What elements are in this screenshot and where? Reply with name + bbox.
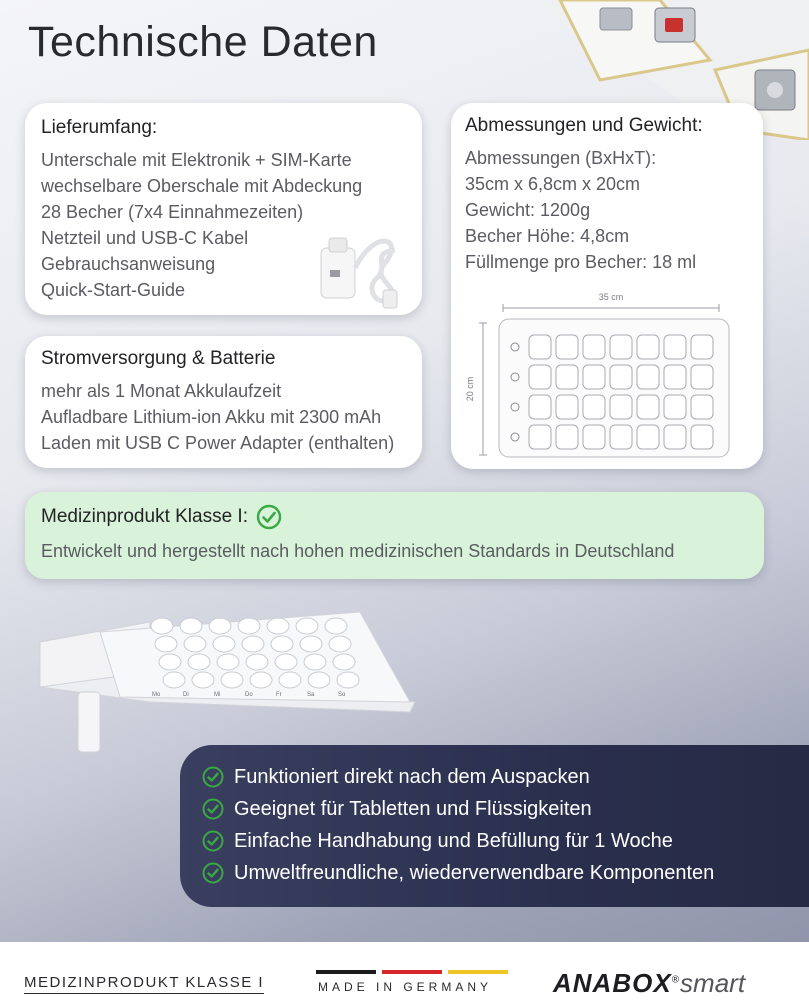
flag-stripe-gold: [448, 970, 508, 974]
cup-slot: [637, 395, 659, 419]
pill-cup: [238, 618, 260, 634]
pill-cup: [213, 636, 235, 652]
cup-grid-diagram: [511, 335, 713, 449]
logo-main: ANABOX: [553, 968, 672, 998]
cup-slot: [529, 335, 551, 359]
medical-device-heading-row: [41, 504, 748, 530]
pill-cup: [325, 618, 347, 634]
benefit-text: Umweltfreundliche, wiederverwendbare Komponenten: [234, 861, 715, 884]
footer: [0, 942, 809, 1000]
pill-cup: [159, 654, 181, 670]
benefit-item: [202, 825, 787, 857]
charger-cable-image: [315, 218, 411, 314]
medical-device-heading: Medizinprodukt Klasse I:: [41, 506, 248, 527]
check-circle-icon: [202, 862, 224, 884]
pill-cup: [217, 654, 239, 670]
delivery-scope-heading: Lieferumfang:: [41, 117, 158, 138]
cup-slot: [529, 365, 551, 389]
dimensions-heading: Abmessungen und Gewicht:: [465, 115, 703, 136]
cup-slot: [556, 335, 578, 359]
cup-slot: [556, 395, 578, 419]
weekday-label: Di: [183, 692, 189, 698]
delivery-scope-item: Netzteil und USB-C Kabel: [41, 228, 249, 248]
power-battery-item: Laden mit USB C Power Adapter (enthalten): [41, 433, 395, 453]
pill-cup: [275, 654, 297, 670]
pill-cup: [304, 654, 326, 670]
anabox-logo: [553, 968, 745, 999]
weekday-label: Fr: [276, 692, 282, 698]
cup-slot: [556, 425, 578, 449]
cup-slot: [664, 425, 686, 449]
pill-box-product-image: [30, 612, 420, 762]
cup-slot: [583, 395, 605, 419]
dimensions-item: Becher Höhe: 4,8cm: [465, 226, 630, 246]
cup-slot: [610, 425, 632, 449]
dimensions-card: [451, 103, 763, 469]
weekday-label: Sa: [307, 692, 315, 698]
cup-slot: [529, 425, 551, 449]
pill-cup: [192, 672, 214, 688]
delivery-scope-item: Gebrauchsanweisung: [41, 254, 216, 274]
pill-cup: [221, 672, 243, 688]
dimensions-item: Gewicht: 1200g: [465, 200, 591, 220]
cup-slot: [610, 335, 632, 359]
pill-cup: [155, 636, 177, 652]
pill-cup: [296, 618, 318, 634]
pill-cup: [279, 672, 301, 688]
weekday-label: So: [338, 692, 346, 698]
cup-slot: [664, 335, 686, 359]
check-circle-icon: [202, 766, 224, 788]
time-of-day-icon: [511, 403, 519, 411]
pill-cup: [242, 636, 264, 652]
delivery-scope-item: 28 Becher (7x4 Einnahmezeiten): [41, 202, 304, 222]
flag-stripe-red: [382, 970, 442, 974]
benefit-item: [202, 761, 787, 793]
width-dimension-label: 35 cm: [598, 292, 624, 302]
pill-cup: [333, 654, 355, 670]
pill-cup: [184, 636, 206, 652]
cup-slot: [691, 365, 713, 389]
dimensions-item: 35cm x 6,8cm x 20cm: [465, 174, 641, 194]
benefit-text: Einfache Handhabung und Befüllung für 1 Woche: [234, 829, 673, 852]
delivery-scope-item: Unterschale mit Elektronik + SIM-Karte: [41, 150, 352, 170]
benefit-text: Geeignet für Tabletten und Flüssigkeiten: [234, 797, 592, 820]
dimensions-item: Abmessungen (BxHxT):: [465, 148, 657, 168]
benefit-item: [202, 857, 787, 889]
pill-cup: [188, 654, 210, 670]
cup-slot: [583, 335, 605, 359]
pill-cup: [337, 672, 359, 688]
cup-slot: [556, 365, 578, 389]
pill-cup: [163, 672, 185, 688]
footer-medical-class: MEDIZINPRODUKT KLASSE I: [24, 974, 264, 994]
cup-slot: [691, 395, 713, 419]
power-battery-item: Aufladbare Lithium-ion Akku mit 2300 mAh: [41, 407, 382, 427]
cup-slot: [664, 365, 686, 389]
weekday-label: Mi: [214, 692, 221, 698]
depth-dimension-label: 20 cm: [465, 376, 475, 402]
medical-device-card: [25, 492, 764, 579]
check-circle-icon: [256, 504, 282, 530]
power-battery-heading: Stromversorgung & Batterie: [41, 348, 276, 369]
pill-cup: [151, 618, 173, 634]
delivery-scope-item: Quick-Start-Guide: [41, 280, 186, 300]
made-in-germany-label: MADE IN GERMANY: [318, 980, 493, 994]
weekday-label: Do: [245, 692, 253, 698]
pill-cup: [300, 636, 322, 652]
pill-cup: [250, 672, 272, 688]
logo-smart: smart: [680, 968, 746, 998]
medical-device-text: Entwickelt und hergestellt nach hohen medizinischen Standards in Deutschland: [41, 541, 675, 561]
pill-cup: [180, 618, 202, 634]
delivery-scope-item: wechselbare Oberschale mit Abdeckung: [41, 176, 363, 196]
benefit-text: Funktioniert direkt nach dem Auspacken: [234, 765, 590, 788]
cup-slot: [637, 425, 659, 449]
pill-cup: [329, 636, 351, 652]
time-of-day-icon: [511, 373, 519, 381]
page-title: Technische Daten: [28, 18, 378, 66]
cup-slot: [583, 365, 605, 389]
dimensions-item: Füllmenge pro Becher: 18 ml: [465, 252, 697, 272]
pill-cup: [267, 618, 289, 634]
pill-cup: [209, 618, 231, 634]
check-circle-icon: [202, 830, 224, 852]
cup-slot: [610, 395, 632, 419]
cup-slot: [610, 365, 632, 389]
cup-slot: [637, 335, 659, 359]
pill-cup: [246, 654, 268, 670]
flag-stripe-black: [316, 970, 376, 974]
cup-slot: [529, 395, 551, 419]
cup-slot: [583, 425, 605, 449]
logo-registered: ®: [671, 974, 681, 986]
check-circle-icon: [202, 798, 224, 820]
time-of-day-icon: [511, 433, 519, 441]
time-of-day-icon: [511, 343, 519, 351]
power-battery-item: mehr als 1 Monat Akkulaufzeit: [41, 381, 282, 401]
cup-slot: [691, 335, 713, 359]
benefits-panel: [180, 745, 809, 907]
cup-slot: [691, 425, 713, 449]
cup-slot: [637, 365, 659, 389]
pill-cup: [308, 672, 330, 688]
pill-cup: [271, 636, 293, 652]
benefit-item: [202, 793, 787, 825]
weekday-label: Mo: [152, 692, 161, 698]
cup-slot: [664, 395, 686, 419]
power-battery-card: [25, 336, 422, 468]
